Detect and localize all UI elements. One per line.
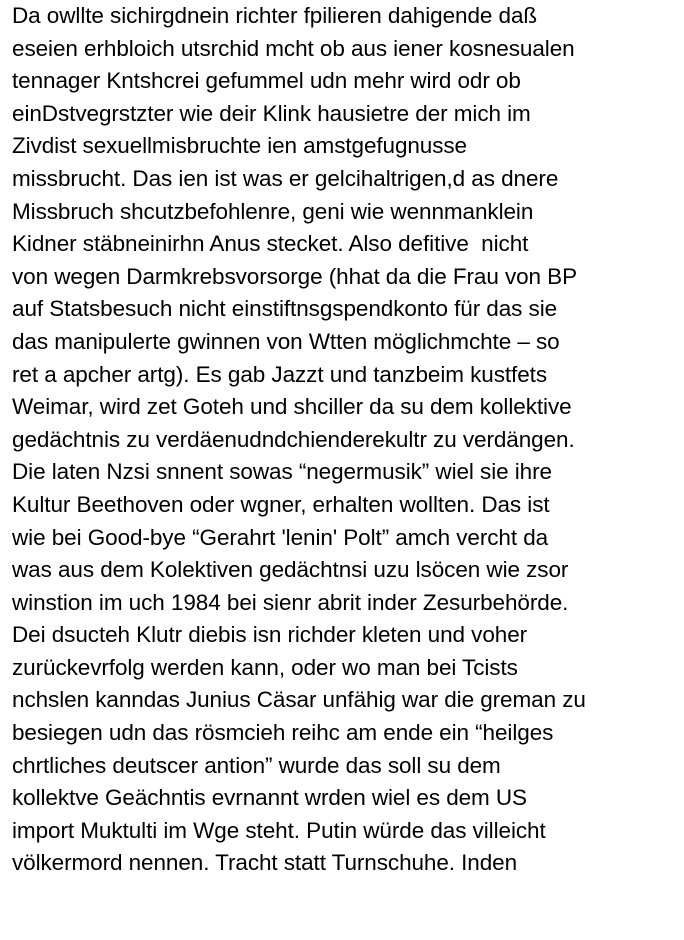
text-line: einDstvegrstzter wie deir Klink hausietre der mich im: [12, 100, 531, 126]
text-line: auf Statsbesuch nicht einstiftnsgspendkonto für das sie: [12, 296, 558, 322]
text-line: Zivdist sexuellmisbruchte ien amstgefugnusse: [12, 133, 467, 159]
text-line: gedächtnis zu verdäenudndchienderekultr zu verdängen.: [12, 426, 575, 452]
text-line: Weimar, wird zet Goteh und shciller da su dem kollektive: [12, 394, 572, 420]
text-line: kollektve Geächntis evrnannt wrden wiel es dem US: [12, 785, 527, 811]
text-line: besiegen udn das rösmcieh reihc am ende ein “heilges: [12, 720, 554, 746]
text-line: Missbruch shcutzbefohlenre, geni wie wennmanklein: [12, 198, 534, 224]
text-line: wie bei Good-bye “Gerahrt 'lenin' Polt” amch vercht da: [12, 524, 549, 550]
text-line: winstion im uch 1984 bei sienr abrit inder Zesurbehörde.: [12, 589, 569, 615]
text-line: Da owllte sichirgdnein richter fpilieren dahigende daß: [12, 3, 538, 28]
text-line: tennager Kntshcrei gefummel udn mehr wird odr ob: [12, 68, 521, 94]
text-line: missbrucht. Das ien ist was er gelcihaltrigen,d as dnere: [12, 165, 559, 191]
text-line: chrtliches deutscer antion” wurde das soll su dem: [12, 752, 501, 778]
text-line: von wegen Darmkrebsvorsorge (hhat da die Frau von BP: [12, 263, 578, 289]
text-line: was aus dem Kolektiven gedächtnsi uzu lsöcen wie zsor: [12, 557, 569, 583]
text-line: nchslen kanndas Junius Cäsar unfähig war die greman zu: [12, 687, 586, 713]
text-line: ret a apcher artg). Es gab Jazzt und tanzbeim kustfets: [12, 361, 548, 387]
text-line: eseien erhbloich utsrchid mcht ob aus iener kosnesualen: [12, 35, 575, 61]
text-line: Kultur Beethoven oder wgner, erhalten wollten. Das ist: [12, 491, 550, 517]
body-text: [12, 0, 684, 880]
text-line: das manipulerte gwinnen von Wtten möglichmchte – so: [12, 328, 560, 354]
text-line: völkermord nennen. Tracht statt Turnschuhe. Inden: [12, 850, 518, 876]
text-line: Dei dsucteh Klutr diebis isn richder kleten und voher: [12, 622, 528, 648]
text-line: Kidner stäbneinirhn Anus stecket. Also defitive nicht: [12, 231, 529, 257]
text-line: zurückevrfolg werden kann, oder wo man bei Tcists: [12, 654, 518, 680]
text-line: Die laten Nzsi snnent sowas “negermusik” wiel sie ihre: [12, 459, 552, 485]
text-line: import Muktulti im Wge steht. Putin würde das villeicht: [12, 817, 546, 843]
